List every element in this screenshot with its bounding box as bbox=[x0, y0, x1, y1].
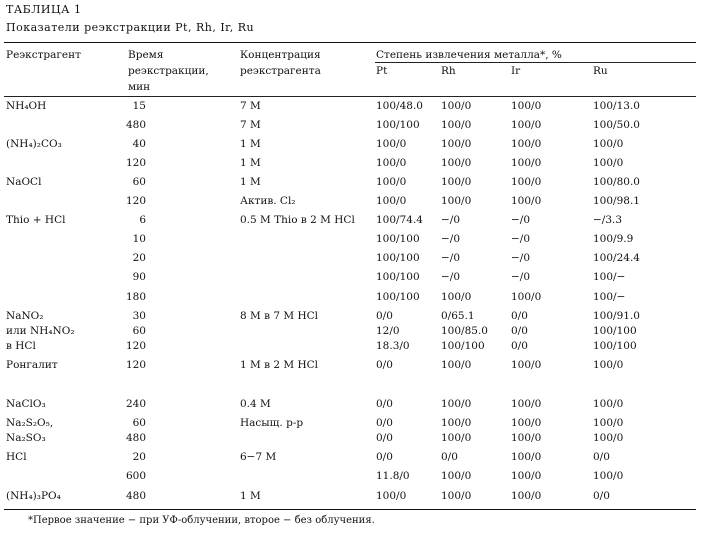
cell-ir: 100/0 bbox=[511, 451, 542, 463]
cell-time: 120 bbox=[125, 359, 146, 371]
cell-rh: 100/0 bbox=[441, 417, 472, 429]
cell-rh: 100/0 bbox=[441, 359, 472, 371]
cell-rh: 100/0 bbox=[441, 176, 472, 188]
cell-concentration: 6−7 М bbox=[240, 451, 277, 463]
cell-time: 10 bbox=[132, 233, 146, 245]
header-time-1: Время bbox=[128, 49, 164, 61]
cell-pt: 100/100 bbox=[376, 271, 420, 283]
cell-time: 480 bbox=[125, 119, 146, 131]
cell-ir: 100/0 bbox=[511, 195, 542, 207]
cell-reagent: в HCl bbox=[6, 340, 36, 352]
cell-ru: 0/0 bbox=[593, 451, 610, 463]
cell-concentration: 8 М в 7 М HCl bbox=[240, 310, 319, 322]
cell-concentration: 7 М bbox=[240, 100, 261, 112]
cell-rh: −/0 bbox=[441, 252, 461, 264]
cell-time: 120 bbox=[125, 340, 146, 352]
cell-reagent: NaClO₃ bbox=[6, 398, 46, 410]
cell-ir: 0/0 bbox=[511, 310, 528, 322]
cell-ru: 100/100 bbox=[593, 340, 637, 352]
cell-ru: 100/0 bbox=[593, 398, 624, 410]
cell-pt: 100/100 bbox=[376, 252, 420, 264]
cell-pt: 100/100 bbox=[376, 233, 420, 245]
cell-ru: 100/9.9 bbox=[593, 233, 634, 245]
cell-pt: 12/0 bbox=[376, 325, 400, 337]
cell-ru: 100/80.0 bbox=[593, 176, 640, 188]
cell-ir: −/0 bbox=[511, 214, 531, 226]
header-degree: Степень извлечения металла*, % bbox=[376, 49, 562, 61]
cell-reagent: Na₂SO₃ bbox=[6, 432, 46, 444]
cell-time: 120 bbox=[125, 157, 146, 169]
cell-rh: 100/0 bbox=[441, 470, 472, 482]
cell-time: 30 bbox=[132, 310, 146, 322]
cell-reagent: NaOCl bbox=[6, 176, 42, 188]
header-reagent: Реэкстрагент bbox=[6, 49, 81, 61]
cell-concentration: 1 М bbox=[240, 490, 261, 502]
cell-ru: 100/100 bbox=[593, 325, 637, 337]
cell-pt: 100/0 bbox=[376, 138, 407, 150]
cell-time: 60 bbox=[132, 176, 146, 188]
cell-rh: 0/65.1 bbox=[441, 310, 475, 322]
cell-rh: 100/0 bbox=[441, 138, 472, 150]
header-pt: Pt bbox=[376, 65, 388, 77]
cell-pt: 0/0 bbox=[376, 432, 393, 444]
cell-ir: 100/0 bbox=[511, 157, 542, 169]
bottom-rule bbox=[4, 509, 696, 510]
header-time-3: мин bbox=[128, 81, 151, 93]
cell-pt: 0/0 bbox=[376, 398, 393, 410]
cell-concentration: 0.4 М bbox=[240, 398, 271, 410]
cell-pt: 100/48.0 bbox=[376, 100, 423, 112]
cell-time: 120 bbox=[125, 195, 146, 207]
cell-ru: 100/0 bbox=[593, 432, 624, 444]
cell-rh: 100/0 bbox=[441, 119, 472, 131]
cell-rh: 100/0 bbox=[441, 195, 472, 207]
table-title: Показатели реэкстракции Pt, Rh, Ir, Ru bbox=[6, 21, 255, 34]
cell-ir: 0/0 bbox=[511, 325, 528, 337]
cell-concentration: 1 М в 2 М HCl bbox=[240, 359, 319, 371]
cell-pt: 0/0 bbox=[376, 359, 393, 371]
cell-rh: 100/0 bbox=[441, 490, 472, 502]
cell-pt: 0/0 bbox=[376, 451, 393, 463]
cell-pt: 100/74.4 bbox=[376, 214, 423, 226]
cell-ru: 100/98.1 bbox=[593, 195, 640, 207]
cell-rh: −/0 bbox=[441, 214, 461, 226]
cell-reagent: NaNO₂ bbox=[6, 310, 44, 322]
header-rh: Rh bbox=[441, 65, 456, 77]
table-number: ТАБЛИЦА 1 bbox=[6, 3, 82, 16]
cell-ir: 100/0 bbox=[511, 100, 542, 112]
cell-rh: 100/0 bbox=[441, 432, 472, 444]
cell-ru: 100/0 bbox=[593, 157, 624, 169]
cell-rh: −/0 bbox=[441, 233, 461, 245]
cell-pt: 0/0 bbox=[376, 310, 393, 322]
cell-ir: 100/0 bbox=[511, 138, 542, 150]
cell-time: 180 bbox=[125, 291, 146, 303]
cell-ir: 100/0 bbox=[511, 176, 542, 188]
cell-ru: 100/− bbox=[593, 271, 626, 283]
cell-ru: 100/0 bbox=[593, 359, 624, 371]
cell-pt: 0/0 bbox=[376, 417, 393, 429]
cell-time: 40 bbox=[132, 138, 146, 150]
cell-concentration: Насыщ. р-р bbox=[240, 417, 304, 429]
cell-time: 600 bbox=[125, 470, 146, 482]
cell-time: 480 bbox=[125, 432, 146, 444]
cell-pt: 100/0 bbox=[376, 195, 407, 207]
cell-ir: 100/0 bbox=[511, 432, 542, 444]
cell-rh: 100/0 bbox=[441, 100, 472, 112]
cell-ir: 100/0 bbox=[511, 359, 542, 371]
cell-ru: 100/0 bbox=[593, 470, 624, 482]
header-rule bbox=[4, 96, 696, 97]
cell-ru: 100/− bbox=[593, 291, 626, 303]
cell-pt: 100/0 bbox=[376, 490, 407, 502]
cell-pt: 100/0 bbox=[376, 157, 407, 169]
cell-ru: 100/13.0 bbox=[593, 100, 640, 112]
cell-reagent: (NH₄)₂CO₃ bbox=[6, 138, 62, 150]
cell-time: 480 bbox=[125, 490, 146, 502]
cell-time: 20 bbox=[132, 252, 146, 264]
header-ir: Ir bbox=[511, 65, 521, 77]
cell-ru: 100/50.0 bbox=[593, 119, 640, 131]
cell-rh: 100/0 bbox=[441, 291, 472, 303]
cell-reagent: Na₂S₂O₅, bbox=[6, 417, 54, 429]
cell-rh: 100/100 bbox=[441, 340, 485, 352]
sub-rule bbox=[375, 62, 696, 63]
cell-ir: −/0 bbox=[511, 233, 531, 245]
cell-concentration: 7 М bbox=[240, 119, 261, 131]
cell-reagent: (NH₄)₃PO₄ bbox=[6, 490, 61, 502]
header-time-2: реэкстракции, bbox=[128, 65, 209, 77]
cell-time: 20 bbox=[132, 451, 146, 463]
header-conc-1: Концентрация bbox=[240, 49, 321, 61]
cell-pt: 100/0 bbox=[376, 176, 407, 188]
cell-pt: 18.3/0 bbox=[376, 340, 410, 352]
cell-ru: 100/24.4 bbox=[593, 252, 640, 264]
cell-ir: 100/0 bbox=[511, 470, 542, 482]
cell-concentration: Актив. Cl₂ bbox=[240, 195, 296, 207]
cell-ru: 100/0 bbox=[593, 138, 624, 150]
cell-reagent: или NH₄NO₂ bbox=[6, 325, 75, 337]
cell-rh: 100/0 bbox=[441, 398, 472, 410]
cell-pt: 100/100 bbox=[376, 291, 420, 303]
cell-ru: 0/0 bbox=[593, 490, 610, 502]
cell-ir: 100/0 bbox=[511, 291, 542, 303]
cell-ru: −/3.3 bbox=[593, 214, 623, 226]
cell-rh: 100/0 bbox=[441, 157, 472, 169]
header-ru: Ru bbox=[593, 65, 608, 77]
cell-ir: 100/0 bbox=[511, 490, 542, 502]
cell-rh: −/0 bbox=[441, 271, 461, 283]
cell-reagent: Ронгалит bbox=[6, 359, 58, 371]
cell-ru: 100/0 bbox=[593, 417, 624, 429]
cell-rh: 0/0 bbox=[441, 451, 458, 463]
cell-time: 60 bbox=[132, 325, 146, 337]
cell-ir: −/0 bbox=[511, 252, 531, 264]
cell-pt: 100/100 bbox=[376, 119, 420, 131]
cell-time: 15 bbox=[132, 100, 146, 112]
cell-reagent: HCl bbox=[6, 451, 27, 463]
cell-time: 6 bbox=[139, 214, 146, 226]
cell-time: 90 bbox=[132, 271, 146, 283]
cell-concentration: 1 М bbox=[240, 157, 261, 169]
cell-time: 240 bbox=[125, 398, 146, 410]
cell-concentration: 1 М bbox=[240, 138, 261, 150]
cell-reagent: NH₄OH bbox=[6, 100, 47, 112]
cell-ir: −/0 bbox=[511, 271, 531, 283]
cell-ir: 100/0 bbox=[511, 417, 542, 429]
footnote: *Первое значение − при УФ-облучении, второе − без облучения. bbox=[28, 515, 375, 526]
cell-pt: 11.8/0 bbox=[376, 470, 410, 482]
cell-reagent: Thio + HCl bbox=[6, 214, 66, 226]
cell-rh: 100/85.0 bbox=[441, 325, 488, 337]
cell-ir: 0/0 bbox=[511, 340, 528, 352]
cell-concentration: 0.5 М Thio в 2 М HCl bbox=[240, 214, 355, 226]
header-conc-2: реэкстрагента bbox=[240, 65, 321, 77]
cell-ru: 100/91.0 bbox=[593, 310, 640, 322]
cell-concentration: 1 М bbox=[240, 176, 261, 188]
top-rule bbox=[4, 42, 696, 43]
cell-ir: 100/0 bbox=[511, 398, 542, 410]
cell-ir: 100/0 bbox=[511, 119, 542, 131]
cell-time: 60 bbox=[132, 417, 146, 429]
